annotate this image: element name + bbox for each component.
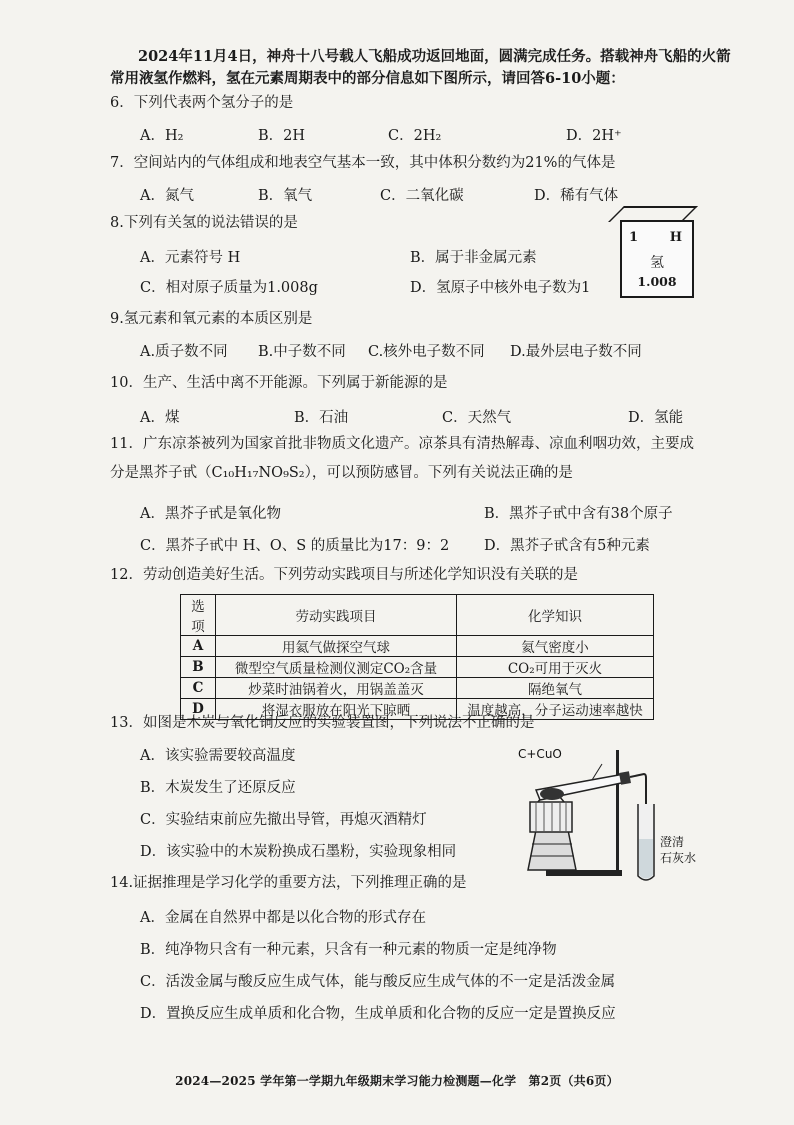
q14-option-c[interactable]: C．活泼金属与酸反应生成气体，能与酸反应生成气体的不一定是活泼金属 <box>140 974 616 990</box>
element-name: 氢 <box>650 255 664 271</box>
intro-passage: 2024年11月4日，神舟十八号载人飞船成功返回地面，圆满完成任务。搭载神舟飞船的火箭常用液氢作燃料，氢在元素周期表中的部分信息如下图所示，请回答6-10小题： <box>110 48 731 87</box>
row-option: A <box>181 636 216 657</box>
row-practice: 用氦气做探空气球 <box>216 636 457 657</box>
row-knowledge: 隔绝氧气 <box>457 678 654 699</box>
q9-option-b[interactable]: B.中子数不同 <box>258 344 346 360</box>
q8-option-b[interactable]: B．属于非金属元素 <box>410 250 537 266</box>
q12-table <box>180 594 654 720</box>
q11-option-d[interactable]: D．黑芥子甙含有5种元素 <box>484 538 650 554</box>
atomic-number: 1 <box>629 230 639 245</box>
header-option: 选项 <box>181 595 216 636</box>
q8-option-c[interactable]: C．相对原子质量为1.008g <box>140 280 318 296</box>
q11-option-b[interactable]: B．黑芥子甙中含有38个原子 <box>484 506 673 522</box>
question-10-stem: 10．生产、生活中离不开能源。下列属于新能源的是 <box>110 375 448 391</box>
q9-option-a[interactable]: A.质子数不同 <box>140 344 228 360</box>
q10-option-a[interactable]: A．煤 <box>140 410 180 426</box>
question-9-stem: 9.氢元素和氧元素的本质区别是 <box>110 311 313 327</box>
row-option: C <box>181 678 216 699</box>
q8-option-a[interactable]: A．元素符号 H <box>140 250 241 266</box>
question-13-stem: 13．如图是木炭与氧化铜反应的实验装置图，下列说法不正确的是 <box>110 715 535 731</box>
q6-option-b[interactable]: B．2H <box>258 128 306 144</box>
question-11-stem: 11．广东凉茶被列为国家首批非物质文化遗产。凉茶具有清热解毒、凉血利咽功效，主要成分是黑芥子甙（C₁₀H₁₇NO₉S₂），可以预防感冒。下列有关说法正确的是 <box>110 436 694 481</box>
question-12-stem: 12．劳动创造美好生活。下列劳动实践项目与所述化学知识没有关联的是 <box>110 567 578 583</box>
hydrogen-element-card <box>620 220 694 298</box>
q13-option-d[interactable]: D．该实验中的木炭粉换成石墨粉，实验现象相同 <box>140 844 457 860</box>
atomic-mass: 1.008 <box>637 274 677 289</box>
question-14-stem: 14.证据推理是学习化学的重要方法，下列推理正确的是 <box>110 875 467 891</box>
limewater-label-1: 澄清 <box>660 835 685 849</box>
table-row[interactable] <box>181 678 654 699</box>
q7-option-b[interactable]: B．氧气 <box>258 188 313 204</box>
q14-option-a[interactable]: A．金属在自然界中都是以化合物的形式存在 <box>140 910 426 926</box>
row-knowledge: 温度越高，分子运动速率越快 <box>457 699 654 720</box>
charcoal-reduction-apparatus <box>506 744 712 886</box>
question-7-stem: 7．空间站内的气体组成和地表空气基本一致，其中体积分数约为21%的气体是 <box>110 155 616 171</box>
q7-option-d[interactable]: D．稀有气体 <box>534 188 619 204</box>
table-row[interactable] <box>181 636 654 657</box>
q9-option-c[interactable]: C.核外电子数不同 <box>368 344 485 360</box>
q11-option-c[interactable]: C．黑芥子甙中 H、O、S 的质量比为17：9：2 <box>140 538 450 554</box>
q8-option-d[interactable]: D．氢原子中核外电子数为1 <box>410 280 591 296</box>
q7-option-c[interactable]: C．二氧化碳 <box>380 188 464 204</box>
tube-label: C+CuO <box>518 747 562 761</box>
row-practice: 炒菜时油锅着火，用锅盖盖灭 <box>216 678 457 699</box>
q10-option-d[interactable]: D．氢能 <box>628 410 684 426</box>
q7-option-a[interactable]: A．氮气 <box>140 188 194 204</box>
row-knowledge: CO₂可用于灭火 <box>457 657 654 678</box>
page-footer: 2024—2025 学年第一学期九年级期末学习能力检测题—化学 第2页（共6页） <box>175 1074 619 1088</box>
table-header-row <box>181 595 654 636</box>
table-row[interactable] <box>181 657 654 678</box>
q11-option-a[interactable]: A．黑芥子甙是氧化物 <box>140 506 281 522</box>
q14-option-d[interactable]: D．置换反应生成单质和化合物，生成单质和化合物的反应一定是置换反应 <box>140 1006 616 1022</box>
row-practice: 将湿衣服放在阳光下晾晒 <box>216 699 457 720</box>
q6-option-a[interactable]: A．H₂ <box>140 128 184 144</box>
element-symbol: H <box>669 230 682 245</box>
q13-option-c[interactable]: C．实验结束前应先撤出导管，再熄灭酒精灯 <box>140 812 427 828</box>
header-knowledge: 化学知识 <box>457 595 654 636</box>
q9-option-d[interactable]: D.最外层电子数不同 <box>510 344 642 360</box>
q13-option-b[interactable]: B．木炭发生了还原反应 <box>140 780 296 796</box>
q6-option-c[interactable]: C．2H₂ <box>388 128 442 144</box>
row-knowledge: 氦气密度小 <box>457 636 654 657</box>
row-practice: 微型空气质量检测仪测定CO₂含量 <box>216 657 457 678</box>
q10-option-b[interactable]: B．石油 <box>294 410 349 426</box>
header-practice: 劳动实践项目 <box>216 595 457 636</box>
q6-option-d[interactable]: D．2H⁺ <box>566 128 622 144</box>
row-option: B <box>181 657 216 678</box>
q14-option-b[interactable]: B．纯净物只含有一种元素，只含有一种元素的物质一定是纯净物 <box>140 942 557 958</box>
q13-option-a[interactable]: A．该实验需要较高温度 <box>140 748 296 764</box>
q10-option-c[interactable]: C．天然气 <box>442 410 512 426</box>
limewater-label-2: 石灰水 <box>660 851 697 865</box>
row-option: D <box>181 699 216 720</box>
question-6-stem: 6．下列代表两个氢分子的是 <box>110 95 294 111</box>
question-8-stem: 8.下列有关氢的说法错误的是 <box>110 215 298 231</box>
